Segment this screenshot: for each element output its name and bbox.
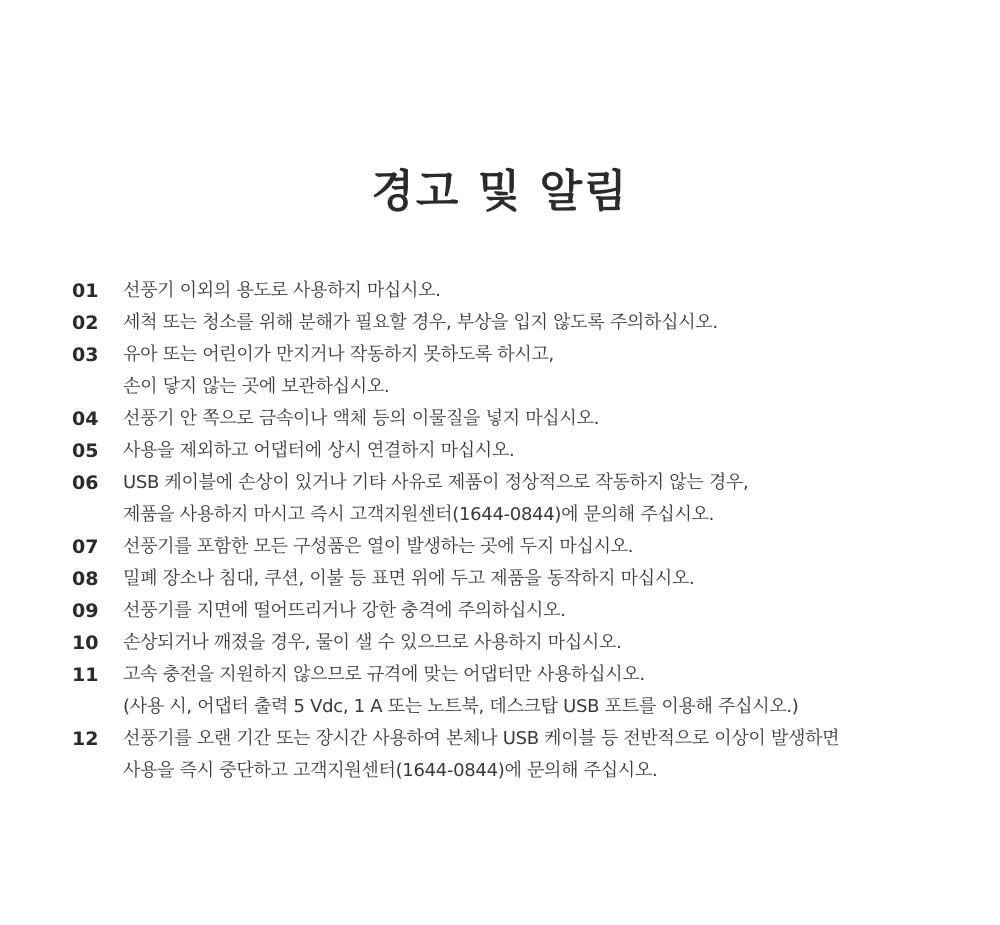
item-number: 09: [72, 600, 99, 622]
item-number: 11: [72, 664, 99, 686]
item-text: [123, 563, 972, 595]
item-text: [123, 307, 972, 339]
warning-item-02: [72, 307, 972, 339]
item-text: [123, 595, 972, 627]
item-line: USB 케이블에 손상이 있거나 기타 사유로 제품이 정상적으로 작동하지 않는 경우,: [123, 472, 749, 493]
item-text: [123, 723, 972, 787]
item-number: 07: [72, 536, 99, 558]
item-line: 손상되거나 깨졌을 경우, 물이 샐 수 있으므로 사용하지 마십시오.: [123, 632, 622, 653]
item-number: 10: [72, 632, 99, 654]
item-number: 03: [72, 344, 99, 366]
item-text: [123, 339, 972, 403]
warning-item-11: [72, 659, 972, 723]
item-text: [123, 627, 972, 659]
item-line: 선풍기를 지면에 떨어뜨리거나 강한 충격에 주의하십시오.: [123, 600, 566, 621]
item-line: 유아 또는 어린이가 만지거나 작동하지 못하도록 하시고,: [123, 344, 554, 365]
warning-item-10: [72, 627, 972, 659]
item-number: 04: [72, 408, 99, 430]
item-line: 손이 닿지 않는 곳에 보관하십시오.: [123, 376, 390, 397]
item-line: 선풍기 안 쪽으로 금속이나 액체 등의 이물질을 넣지 마십시오.: [123, 408, 599, 429]
item-text: [123, 275, 972, 307]
item-text: [123, 403, 972, 435]
item-number: 02: [72, 312, 99, 334]
item-text: [123, 531, 972, 563]
warning-item-03: [72, 339, 972, 403]
item-line: 사용을 제외하고 어댑터에 상시 연결하지 마십시오.: [123, 440, 515, 461]
item-line: 선풍기를 오랜 기간 또는 장시간 사용하여 본체나 USB 케이블 등 전반적으로 이상이 발생하면: [123, 728, 840, 749]
item-text: [123, 435, 972, 467]
warning-item-12: [72, 723, 972, 787]
warning-item-01: [72, 275, 972, 307]
page-title: 경고 및 알림: [371, 166, 629, 218]
item-line: (사용 시, 어댑터 출력 5 Vdc, 1 A 또는 노트북, 데스크탑 USB 포트를 이용해 주십시오.): [123, 696, 799, 717]
item-number: 12: [72, 728, 99, 750]
warning-item-09: [72, 595, 972, 627]
warning-item-07: [72, 531, 972, 563]
item-line: 세척 또는 청소를 위해 분해가 필요할 경우, 부상을 입지 않도록 주의하십시오.: [123, 312, 718, 333]
item-line: 선풍기 이외의 용도로 사용하지 마십시오.: [123, 280, 441, 301]
item-line: 선풍기를 포함한 모든 구성품은 열이 발생하는 곳에 두지 마십시오.: [123, 536, 634, 557]
item-line: 밀폐 장소나 침대, 쿠션, 이불 등 표면 위에 두고 제품을 동작하지 마십시오.: [123, 568, 695, 589]
warning-item-06: [72, 467, 972, 531]
warning-item-04: [72, 403, 972, 435]
item-number: 01: [72, 280, 99, 302]
warning-list: [72, 275, 972, 787]
item-text: [123, 659, 972, 723]
item-line: 제품을 사용하지 마시고 즉시 고객지원센터(1644-0844)에 문의해 주십시오.: [123, 504, 715, 525]
warning-item-08: [72, 563, 972, 595]
item-number: 08: [72, 568, 99, 590]
item-line: 고속 충전을 지원하지 않으므로 규격에 맞는 어댑터만 사용하십시오.: [123, 664, 645, 685]
item-number: 05: [72, 440, 99, 462]
warning-item-05: [72, 435, 972, 467]
item-text: [123, 467, 972, 531]
item-number: 06: [72, 472, 99, 494]
item-line: 사용을 즉시 중단하고 고객지원센터(1644-0844)에 문의해 주십시오.: [123, 760, 658, 781]
